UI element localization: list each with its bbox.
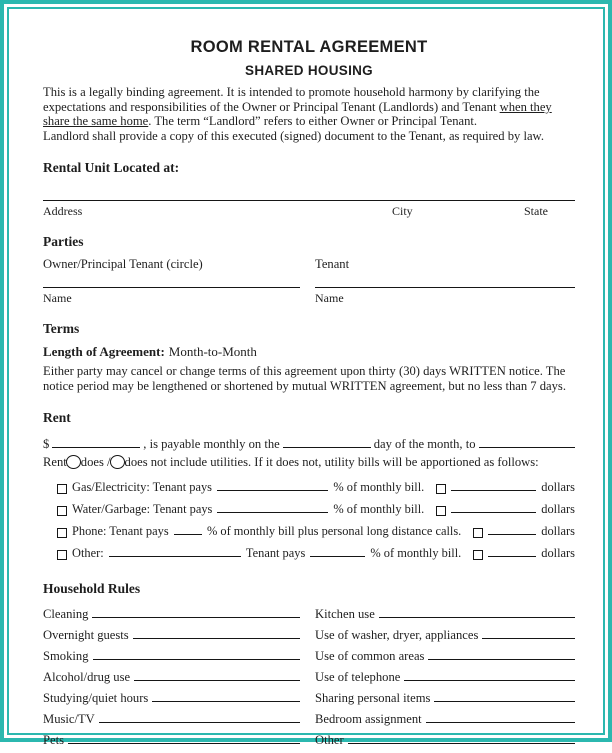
length-of-agreement-value: Month-to-Month	[168, 343, 257, 359]
overnight-guests-blank[interactable]	[133, 627, 300, 639]
name-lines-row	[43, 286, 575, 306]
cleaning-label: Cleaning	[43, 607, 89, 622]
sharing-personal-items-label: Sharing personal items	[315, 691, 431, 706]
pets-blank[interactable]	[68, 732, 300, 744]
rent-utilities-rest: does not include utilities. If it does not, utility bills will be apportioned as follows:	[124, 455, 539, 470]
tenant-name-block	[315, 286, 575, 306]
telephone-blank[interactable]	[404, 669, 575, 681]
pets-label: Pets	[43, 733, 64, 748]
tenant-label: Tenant	[315, 256, 350, 271]
washer-dryer-appliances-blank[interactable]	[482, 627, 575, 639]
phone-label: Phone: Tenant pays	[72, 524, 169, 539]
alcohol-drug-use-label: Alcohol/drug use	[43, 670, 131, 685]
water-percent-blank[interactable]	[217, 501, 328, 513]
other-utility-mid-text: Tenant pays	[245, 546, 306, 561]
address-label: Address	[43, 203, 83, 218]
other-dollars-blank[interactable]	[488, 545, 536, 557]
utility-row-gas-electricity	[57, 479, 575, 501]
dollar-sign: $	[43, 437, 50, 452]
phone-dollars-checkbox[interactable]	[473, 528, 483, 538]
utility-checkbox-list	[43, 479, 575, 567]
rule-row-telephone	[315, 669, 575, 690]
length-of-agreement-label: Length of Agreement:	[43, 343, 165, 359]
rule-row-bedroom-assignment	[315, 711, 575, 732]
rule-row-sharing-personal-items	[315, 690, 575, 711]
utility-row-water-garbage	[57, 501, 575, 523]
gas-dollars-checkbox[interactable]	[436, 484, 446, 494]
other-rule-label: Other	[315, 733, 344, 748]
owner-name-fill-line[interactable]	[43, 286, 300, 288]
other-utility-checkbox[interactable]	[57, 550, 67, 560]
smoking-label: Smoking	[43, 649, 89, 664]
rule-row-other	[315, 732, 575, 753]
common-areas-label: Use of common areas	[315, 649, 425, 664]
studying-quiet-hours-label: Studying/quiet hours	[43, 691, 149, 706]
length-of-agreement-line	[43, 344, 575, 360]
other-percent-blank[interactable]	[310, 545, 365, 557]
other-rule-blank[interactable]	[348, 732, 575, 744]
rental-unit-heading: Rental Unit Located at:	[43, 159, 180, 175]
bedroom-assignment-blank[interactable]	[426, 711, 575, 723]
state-label: State	[524, 203, 548, 218]
water-suffix-text: % of monthly bill.	[333, 502, 425, 517]
rent-amount-line	[43, 436, 575, 452]
rent-utilities-pre: Rent	[43, 455, 67, 470]
kitchen-use-label: Kitchen use	[315, 607, 375, 622]
does-not-select-circle[interactable]	[110, 455, 125, 469]
rule-row-pets	[43, 732, 300, 753]
intro-underlined-phrase: when they share the same home	[43, 99, 552, 129]
terms-heading: Terms	[43, 320, 80, 336]
other-utility-name-blank[interactable]	[109, 545, 241, 557]
rent-utilities-does: does /	[80, 455, 111, 470]
overnight-guests-label: Overnight guests	[43, 628, 129, 643]
phone-percent-blank[interactable]	[174, 523, 202, 535]
gas-dollars-text: dollars	[541, 480, 575, 495]
household-rules-heading: Household Rules	[43, 581, 141, 597]
rule-row-smoking	[43, 648, 300, 669]
utility-row-phone	[57, 523, 575, 545]
other-suffix-text: % of monthly bill.	[370, 546, 462, 561]
owner-name-block	[43, 286, 300, 306]
other-utility-label: Other:	[72, 546, 104, 561]
tenant-name-fill-line[interactable]	[315, 286, 575, 288]
phone-dollars-text: dollars	[541, 524, 575, 539]
rule-row-kitchen-use	[315, 606, 575, 627]
parties-heading: Parties	[43, 233, 84, 249]
water-dollars-checkbox[interactable]	[436, 506, 446, 516]
page-title: ROOM RENTAL AGREEMENT	[190, 38, 428, 56]
page-subtitle: SHARED HOUSING	[245, 63, 373, 78]
rule-row-music-tv	[43, 711, 300, 732]
water-dollars-text: dollars	[541, 502, 575, 517]
city-label: City	[392, 203, 413, 218]
water-garbage-checkbox[interactable]	[57, 506, 67, 516]
terms-body-paragraph: Either party may cancel or change terms of this agreement upon thirty (30) days WRITTEN notice. The notice period may be lengthened or shortened by mutual WRITTEN agreement, but no less than 7 days.	[43, 363, 566, 393]
sharing-personal-items-blank[interactable]	[434, 690, 575, 702]
address-fill-line[interactable]	[43, 200, 575, 201]
intro-paragraph	[43, 85, 575, 129]
rule-row-alcohol-drug-use	[43, 669, 300, 690]
utility-row-other	[57, 545, 575, 567]
bedroom-assignment-label: Bedroom assignment	[315, 712, 422, 727]
rent-day-text: day of the month, to	[373, 437, 476, 452]
rent-amount-blank[interactable]	[52, 436, 140, 448]
owner-name-label: Name	[43, 290, 72, 305]
intro-text-after: . The term “Landlord” refers to either Owner or Principal Tenant.	[148, 114, 478, 129]
water-dollars-blank[interactable]	[451, 501, 536, 513]
rule-row-common-areas	[315, 648, 575, 669]
tenant-name-label: Name	[315, 290, 344, 305]
law-notice-line: Landlord shall provide a copy of this executed (signed) document to the Tenant, as required by law.	[43, 129, 544, 144]
gas-electricity-label: Gas/Electricity: Tenant pays	[72, 480, 212, 495]
does-select-circle[interactable]	[66, 455, 81, 469]
gas-suffix-text: % of monthly bill.	[333, 480, 425, 495]
gas-percent-blank[interactable]	[217, 479, 328, 491]
gas-dollars-blank[interactable]	[451, 479, 536, 491]
phone-checkbox[interactable]	[57, 528, 67, 538]
water-garbage-label: Water/Garbage: Tenant pays	[72, 502, 213, 517]
rent-payee-blank[interactable]	[479, 436, 575, 448]
household-rules-grid	[43, 606, 575, 753]
common-areas-blank[interactable]	[428, 648, 575, 660]
rent-heading: Rent	[43, 410, 71, 426]
other-dollars-text: dollars	[541, 546, 575, 561]
washer-dryer-appliances-label: Use of washer, dryer, appliances	[315, 628, 479, 643]
rent-utilities-line	[43, 455, 575, 470]
phone-suffix-text: % of monthly bill plus personal long distance calls.	[206, 524, 462, 539]
cleaning-blank[interactable]	[92, 606, 300, 618]
telephone-label: Use of telephone	[315, 670, 401, 685]
music-tv-label: Music/TV	[43, 712, 95, 727]
smoking-blank[interactable]	[93, 648, 301, 660]
rule-row-cleaning	[43, 606, 300, 627]
other-dollars-checkbox[interactable]	[473, 550, 483, 560]
gas-electricity-checkbox[interactable]	[57, 484, 67, 494]
alcohol-drug-use-blank[interactable]	[134, 669, 300, 681]
studying-quiet-hours-blank[interactable]	[152, 690, 300, 702]
rule-row-overnight-guests	[43, 627, 300, 648]
rule-row-studying-quiet-hours	[43, 690, 300, 711]
address-label-row	[43, 204, 575, 219]
rule-row-washer-dryer-appliances	[315, 627, 575, 648]
phone-dollars-blank[interactable]	[488, 523, 536, 535]
kitchen-use-blank[interactable]	[379, 606, 575, 618]
music-tv-blank[interactable]	[99, 711, 300, 723]
intro-text-before: This is a legally binding agreement. It is intended to promote household harmony by clarifying the expectations and responsibilities of the Owner or Principal Tenant (Landlords) and Tenant	[43, 85, 540, 114]
rent-day-blank[interactable]	[283, 436, 371, 448]
party-labels-row	[43, 257, 575, 273]
rent-payable-text: , is payable monthly on the	[143, 437, 280, 452]
owner-principal-tenant-label[interactable]: Owner/Principal Tenant (circle)	[43, 256, 203, 271]
